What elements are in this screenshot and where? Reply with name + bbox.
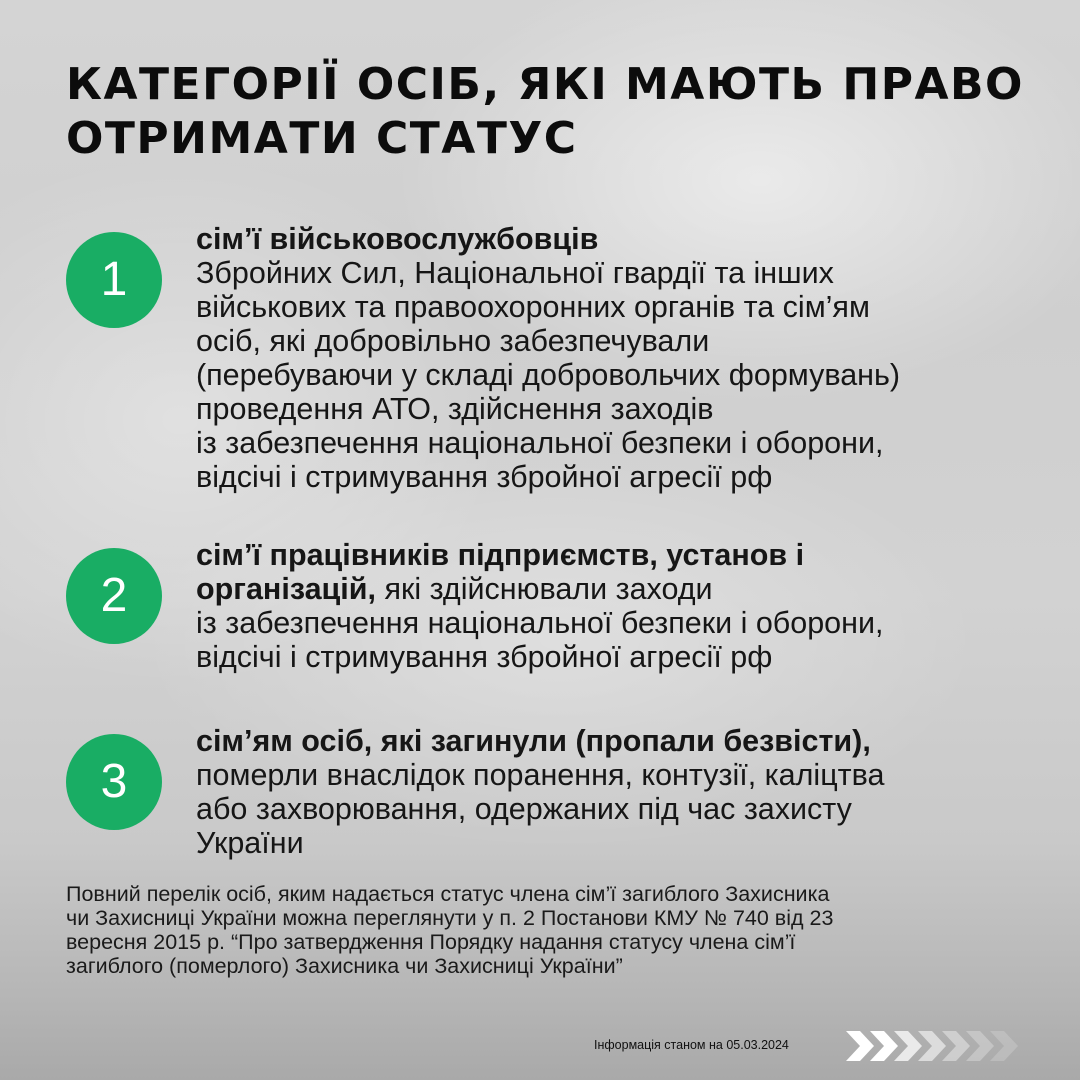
- chevrons-right-icon: [846, 1028, 1028, 1064]
- footnote: [66, 882, 1026, 978]
- footnote-line-3: вересня 2015 р. “Про затвердження Порядку надання статусу члена сім’ї: [66, 930, 796, 954]
- footnote-line-4: загиблого (померлого) Захисника чи Захисниці України”: [66, 954, 623, 978]
- category-1-line-6: проведення АТО, здійснення заходів: [196, 392, 714, 426]
- category-1-line-5: (перебуваючи у складі добровольчих формувань): [196, 358, 901, 392]
- category-1-line-8: відсічі і стримування збройної агресії рф: [196, 460, 773, 494]
- category-1-line-3: військових та правоохоронних органів та сім’ям: [196, 290, 870, 324]
- category-3-heading: сім’ям осіб, які загинули (пропали безвісти),: [196, 724, 871, 758]
- category-item-1: [196, 222, 1036, 494]
- footnote-line-2: чи Захисниці України можна переглянути у п. 2 Постанови КМУ № 740 від 23: [66, 906, 834, 930]
- category-2-line-4: відсічі і стримування збройної агресії рф: [196, 640, 773, 674]
- title-line-1: КАТЕГОРІЇ ОСІБ, ЯКІ МАЮТЬ ПРАВО: [66, 59, 1024, 110]
- info-date: Інформація станом на 05.03.2024: [594, 1038, 789, 1052]
- category-3-line-3: або захворювання, одержаних під час захисту: [196, 792, 852, 826]
- footnote-line-1: Повний перелік осіб, яким надається статус члена сім’ї загиблого Захисника: [66, 882, 830, 906]
- category-1-line-2: Збройних Сил, Національної гвардії та інших: [196, 256, 834, 290]
- category-1-heading: сім’ї військовослужбовців: [196, 222, 599, 256]
- category-3-line-4: України: [196, 826, 304, 860]
- title-line-2: ОТРИМАТИ СТАТУС: [66, 113, 578, 164]
- category-3-line-2: померли внаслідок поранення, контузії, каліцтва: [196, 758, 885, 792]
- category-2-heading: сім’ї працівників підприємств, установ і: [196, 538, 805, 572]
- number-badge-1: 1: [66, 232, 162, 328]
- category-1-line-7: із забезпечення національної безпеки і оборони,: [196, 426, 884, 460]
- number-badge-3: 3: [66, 734, 162, 830]
- category-2-heading-cont: організацій,: [196, 572, 376, 606]
- category-2-line-3: із забезпечення національної безпеки і оборони,: [196, 606, 884, 640]
- category-item-3: [196, 724, 1036, 860]
- category-1-line-4: осіб, які добровільно забезпечували: [196, 324, 710, 358]
- page-title: [66, 58, 1026, 166]
- category-item-2: [196, 538, 1036, 674]
- category-2-line-2: які здійснювали заходи: [376, 572, 713, 606]
- number-badge-2: 2: [66, 548, 162, 644]
